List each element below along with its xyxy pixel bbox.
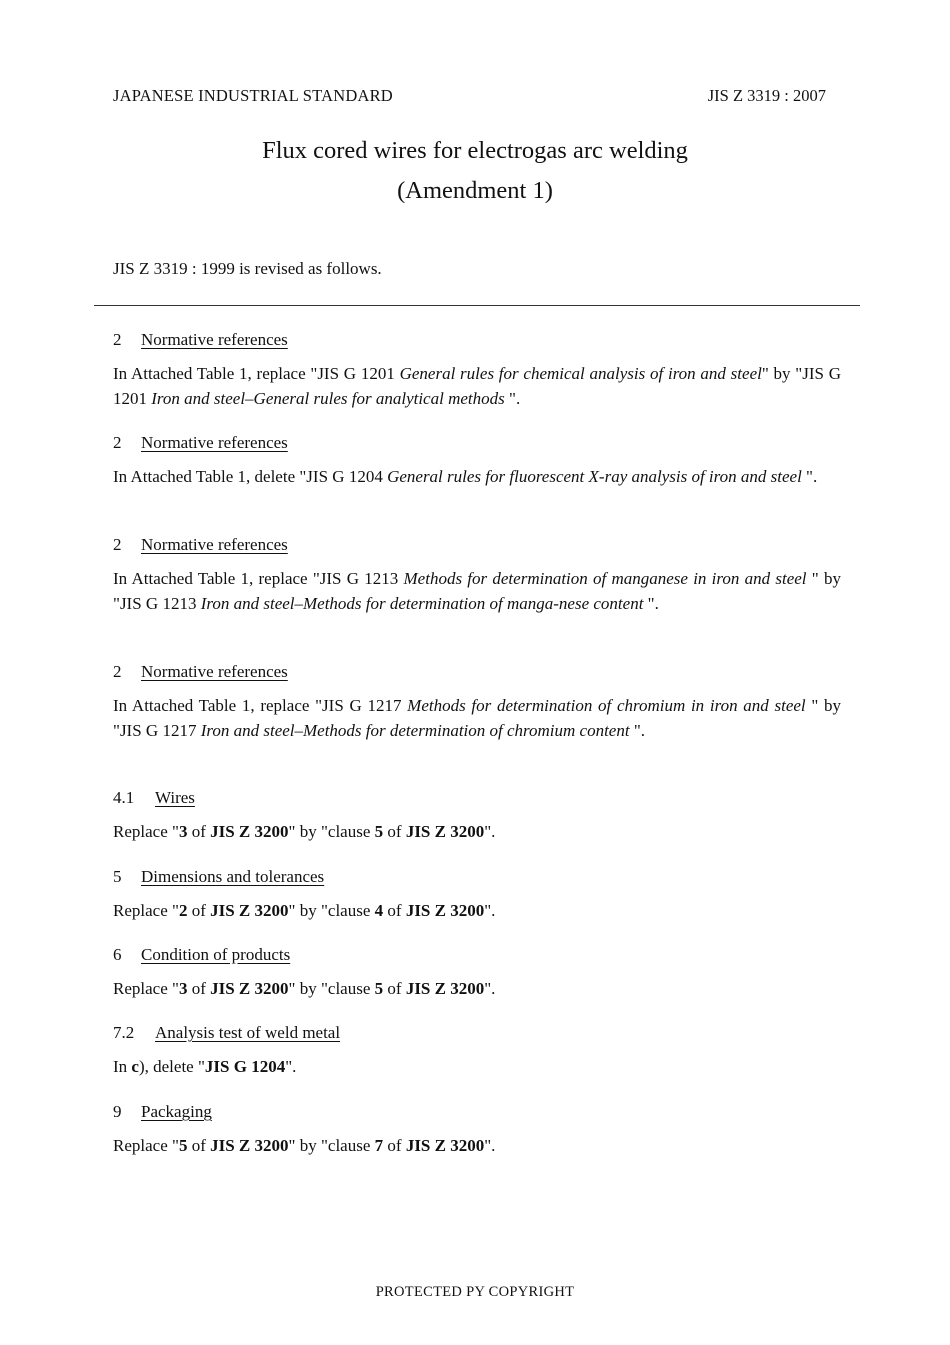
section-title: Normative references: [141, 535, 288, 554]
section-number: 4.1: [113, 788, 135, 807]
document-subtitle: (Amendment 1): [397, 177, 553, 204]
amendment-section: [113, 431, 841, 490]
amendment-section: [113, 328, 841, 411]
amendment-section: [113, 1021, 841, 1080]
section-number: 2: [113, 662, 122, 681]
amendment-section: [113, 943, 841, 1002]
copyright-footer: PROTECTED PY COPYRIGHT: [375, 1284, 575, 1300]
section-title: Normative references: [141, 662, 288, 681]
section-number: 6: [113, 945, 122, 964]
section-body: In c), delete "JIS G 1204".: [113, 1057, 297, 1076]
page-header: [113, 86, 826, 108]
standard-label: JAPANESE INDUSTRIAL STANDARD: [113, 86, 393, 105]
section-heading: [113, 533, 841, 557]
document-title: Flux cored wires for electrogas arc welding: [262, 137, 688, 164]
amendment-section: [113, 660, 841, 743]
amendment-section: [113, 786, 841, 845]
section-number: 2: [113, 535, 122, 554]
section-title: Dimensions and tolerances: [141, 867, 325, 886]
section-title: Normative references: [141, 330, 288, 349]
section-heading: [113, 328, 841, 352]
section-body: Replace "5 of JIS Z 3200" by "clause 7 of JIS Z 3200".: [113, 1136, 496, 1155]
section-heading: [113, 431, 841, 455]
section-number: 9: [113, 1102, 122, 1121]
section-body: Replace "2 of JIS Z 3200" by "clause 4 of JIS Z 3200".: [113, 901, 496, 920]
divider-line: [94, 305, 860, 306]
section-title: Wires: [155, 788, 195, 807]
section-heading: [113, 660, 841, 684]
section-heading: [113, 865, 841, 889]
section-body: In Attached Table 1, delete "JIS G 1204 General rules for fluorescent X-ray analysis of iron and steel ".: [113, 467, 818, 486]
section-title: Analysis test of weld metal: [155, 1023, 341, 1042]
section-body: In Attached Table 1, replace "JIS G 1213 Methods for determination of manganese in iron and steel " by "JIS G 1213 Iron and steel–Methods for determination of manga-nese content ".: [113, 569, 841, 613]
section-number: 5: [113, 867, 122, 886]
section-body: In Attached Table 1, replace "JIS G 1201 General rules for chemical analysis of iron and steel" by "JIS G 1201 Iron and steel–General rules for analytical methods ".: [113, 364, 841, 408]
section-number: 2: [113, 433, 122, 452]
amendment-section: [113, 1100, 841, 1159]
section-heading: [113, 1100, 841, 1124]
section-heading: [113, 1021, 841, 1045]
intro-text: JIS Z 3319 : 1999 is revised as follows.: [113, 259, 382, 278]
section-heading: [113, 786, 841, 810]
amendment-section: [113, 865, 841, 924]
section-number: 2: [113, 330, 122, 349]
section-heading: [113, 943, 841, 967]
standard-number: JIS Z 3319 : 2007: [707, 86, 826, 105]
section-title: Condition of products: [141, 945, 291, 964]
amendment-section: [113, 533, 841, 616]
section-number: 7.2: [113, 1023, 135, 1042]
section-title: Normative references: [141, 433, 288, 452]
section-title: Packaging: [141, 1102, 212, 1121]
section-body: Replace "3 of JIS Z 3200" by "clause 5 of JIS Z 3200".: [113, 979, 496, 998]
section-body: Replace "3 of JIS Z 3200" by "clause 5 of JIS Z 3200".: [113, 822, 496, 841]
section-body: In Attached Table 1, replace "JIS G 1217 Methods for determination of chromium in iron and steel " by "JIS G 1217 Iron and steel–Methods for determination of chromium content ".: [113, 696, 841, 740]
